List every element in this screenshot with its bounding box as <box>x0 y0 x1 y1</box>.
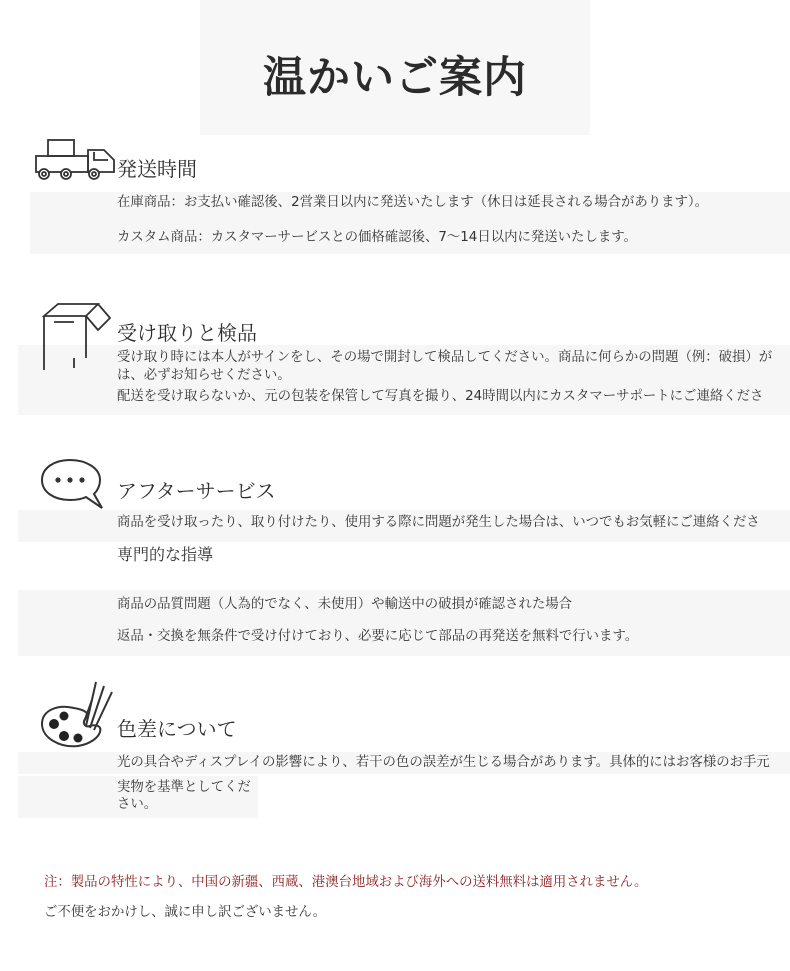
apology-text: ご不便をおかけし、誠に申し訳ございません。 <box>44 905 327 920</box>
section-text: 配送を受け取らないか、元の包装を保管して写真を撮り、24時間以内にカスタマーサポートにご連絡くださ <box>117 389 764 404</box>
section-text: 商品を受け取ったり、取り付けたり、使用する際に問題が発生した場合は、いつでもお気軽にご連絡くださ <box>117 515 760 530</box>
section-text: 商品の品質問題（人為的でなく、未使用）や輸送中の破損が確認された場合 <box>117 597 573 612</box>
palette-icon <box>40 680 116 750</box>
section-text: は、必ずお知らせください。 <box>117 368 291 383</box>
section-heading: アフターサービス <box>117 479 276 503</box>
section-text: カスタム商品：カスタマーサービスとの価格確認後、7〜14日以内に発送いたします。 <box>117 230 637 245</box>
page-title: 温かいご案内 <box>263 53 527 103</box>
section-heading: 色差について <box>117 717 237 741</box>
section-heading: 発送時間 <box>117 157 197 181</box>
section-text: さい。 <box>117 797 158 812</box>
section-text: 受け取り時には本人がサインをし、その場で開封して検品してください。商品に何らかの問題（例：破損）が <box>117 350 773 365</box>
section-text: 返品・交換を無条件で受け付けており、必要に応じて部品の再発送を無料で行います。 <box>117 629 639 644</box>
section-heading: 受け取りと検品 <box>117 321 257 345</box>
section-text: 在庫商品：お支払い確認後、2営業日以内に発送いたします（休日は延長される場合があります）。 <box>117 195 709 210</box>
box-icon <box>40 300 116 372</box>
truck-icon <box>34 138 116 182</box>
shipping-note: 注：製品の特性により、中国の新疆、西蔵、港澳台地域および海外への送料無料は適用されません。 <box>44 875 648 890</box>
chat-bubble-icon <box>40 456 104 512</box>
section-text: 実物を基準としてくだ <box>117 780 251 795</box>
section-subheading: 専門的な指導 <box>117 545 214 564</box>
section-text: 光の具合やディスプレイの影響により、若干の色の誤差が生じる場合があります。具体的にはお客様のお手元 <box>117 755 770 770</box>
